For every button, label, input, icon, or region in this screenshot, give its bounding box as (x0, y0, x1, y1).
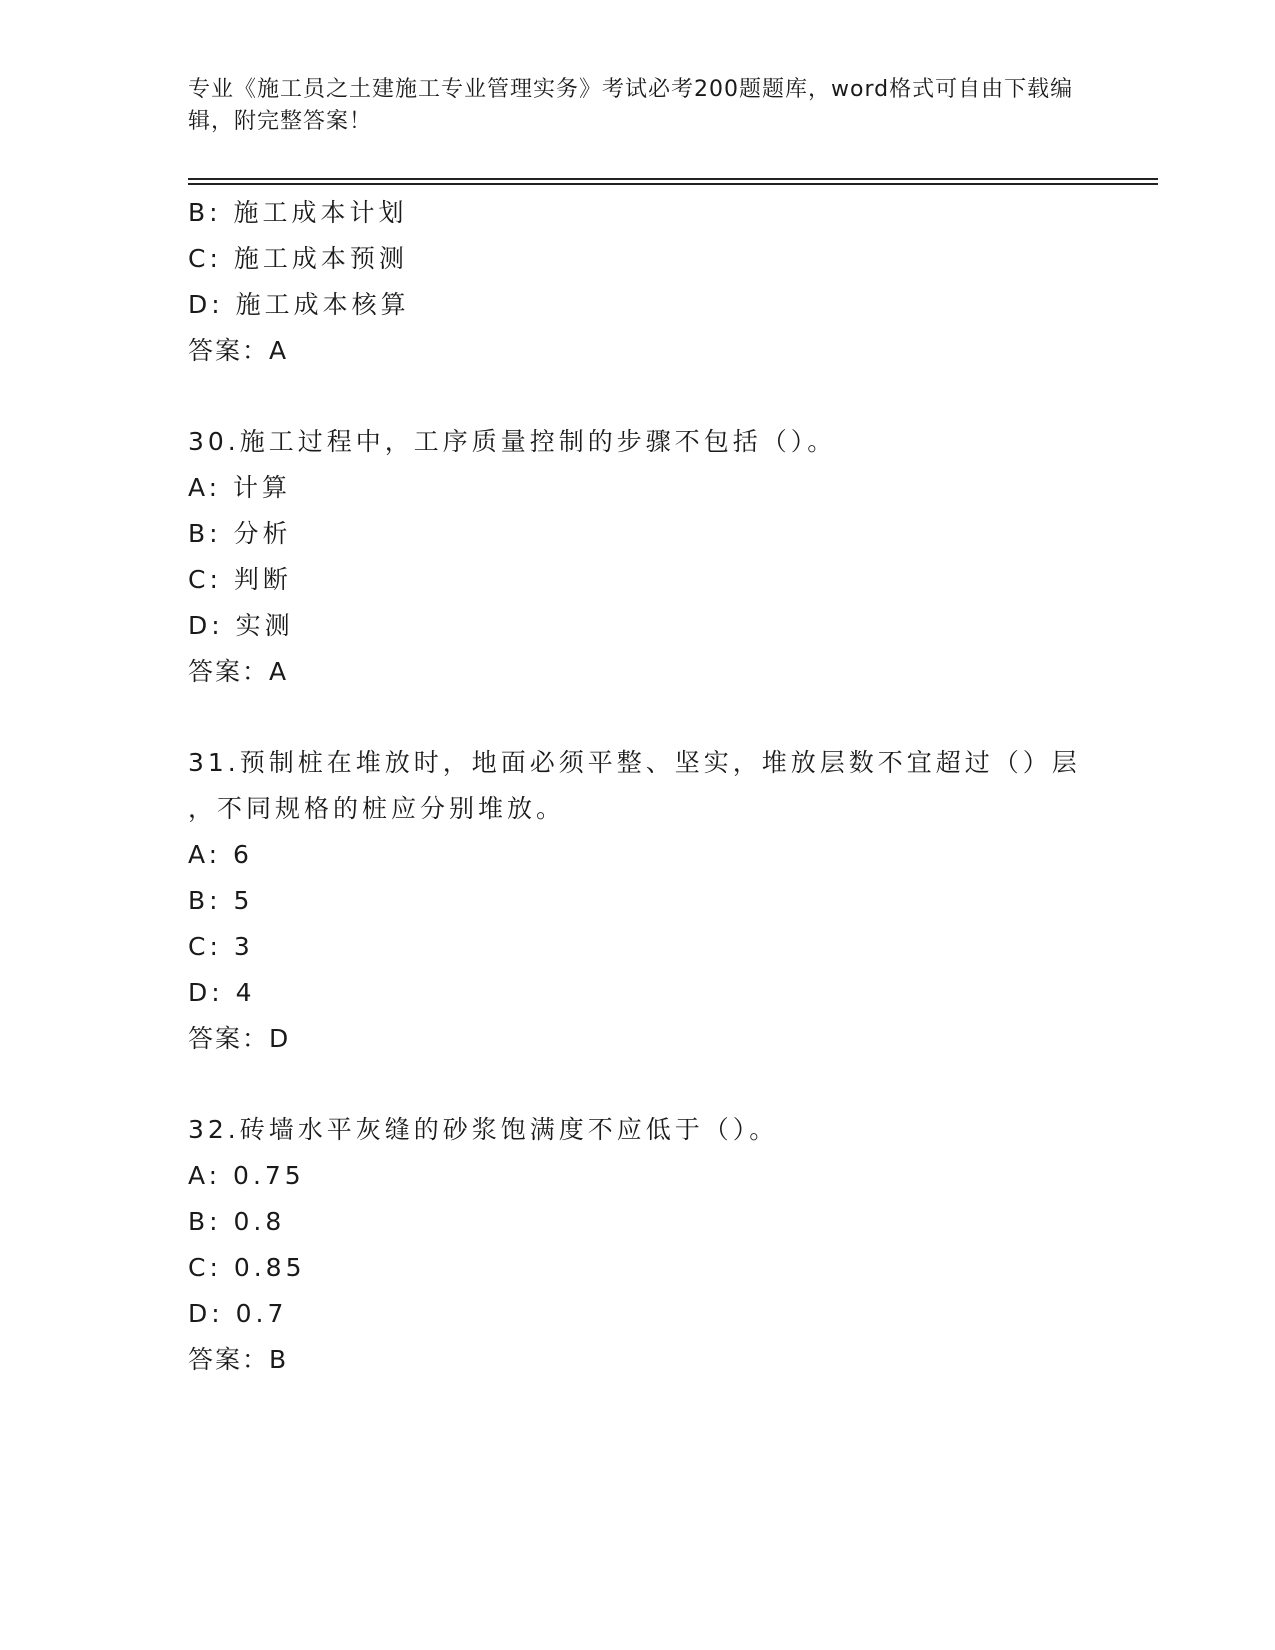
question-text-continued: ，不同规格的桩应分别堆放。 (188, 794, 566, 823)
option-b: B: 5 (188, 886, 254, 915)
question-text: 32.砖墙水平灰缝的砂浆饱满度不应低于（）。 (188, 1115, 779, 1144)
answer-line: 答案：A (188, 657, 289, 686)
option-d: D: 施工成本核算 (188, 290, 410, 319)
question-block (188, 190, 1088, 374)
option-c: C: 判断 (188, 565, 292, 594)
option-b: B: 分析 (188, 519, 292, 548)
answer-line: 答案：B (188, 1345, 289, 1374)
option-b: B: 0.8 (188, 1207, 286, 1236)
answer-line: 答案：A (188, 336, 289, 365)
question-text: 31.预制桩在堆放时，地面必须平整、坚实，堆放层数不宜超过（）层 (188, 748, 1081, 777)
question-block (188, 1107, 1088, 1383)
option-c: C: 施工成本预测 (188, 244, 408, 273)
option-a: A: 6 (188, 840, 253, 869)
option-d: D: 实测 (188, 611, 294, 640)
option-d: D: 0.7 (188, 1299, 288, 1328)
spacer (188, 1062, 1088, 1107)
question-list (188, 190, 1088, 1383)
header-rule-top (188, 178, 1158, 180)
option-a: A: 计算 (188, 473, 292, 502)
spacer (188, 695, 1088, 740)
option-c: C: 3 (188, 932, 254, 961)
option-c: C: 0.85 (188, 1253, 306, 1282)
answer-line: 答案：D (188, 1024, 291, 1053)
question-text: 30.施工过程中，工序质量控制的步骤不包括（）。 (188, 427, 837, 456)
document-header: 专业《施工员之土建施工专业管理实务》考试必考200题题库，word格式可自由下载编辑，附完整答案！ (188, 77, 1074, 134)
option-d: D: 4 (188, 978, 256, 1007)
option-a: A: 0.75 (188, 1161, 305, 1190)
header-rule-bottom (188, 183, 1158, 185)
spacer (188, 374, 1088, 419)
option-b: B: 施工成本计划 (188, 198, 408, 227)
question-block (188, 740, 1088, 1062)
question-block (188, 419, 1088, 695)
